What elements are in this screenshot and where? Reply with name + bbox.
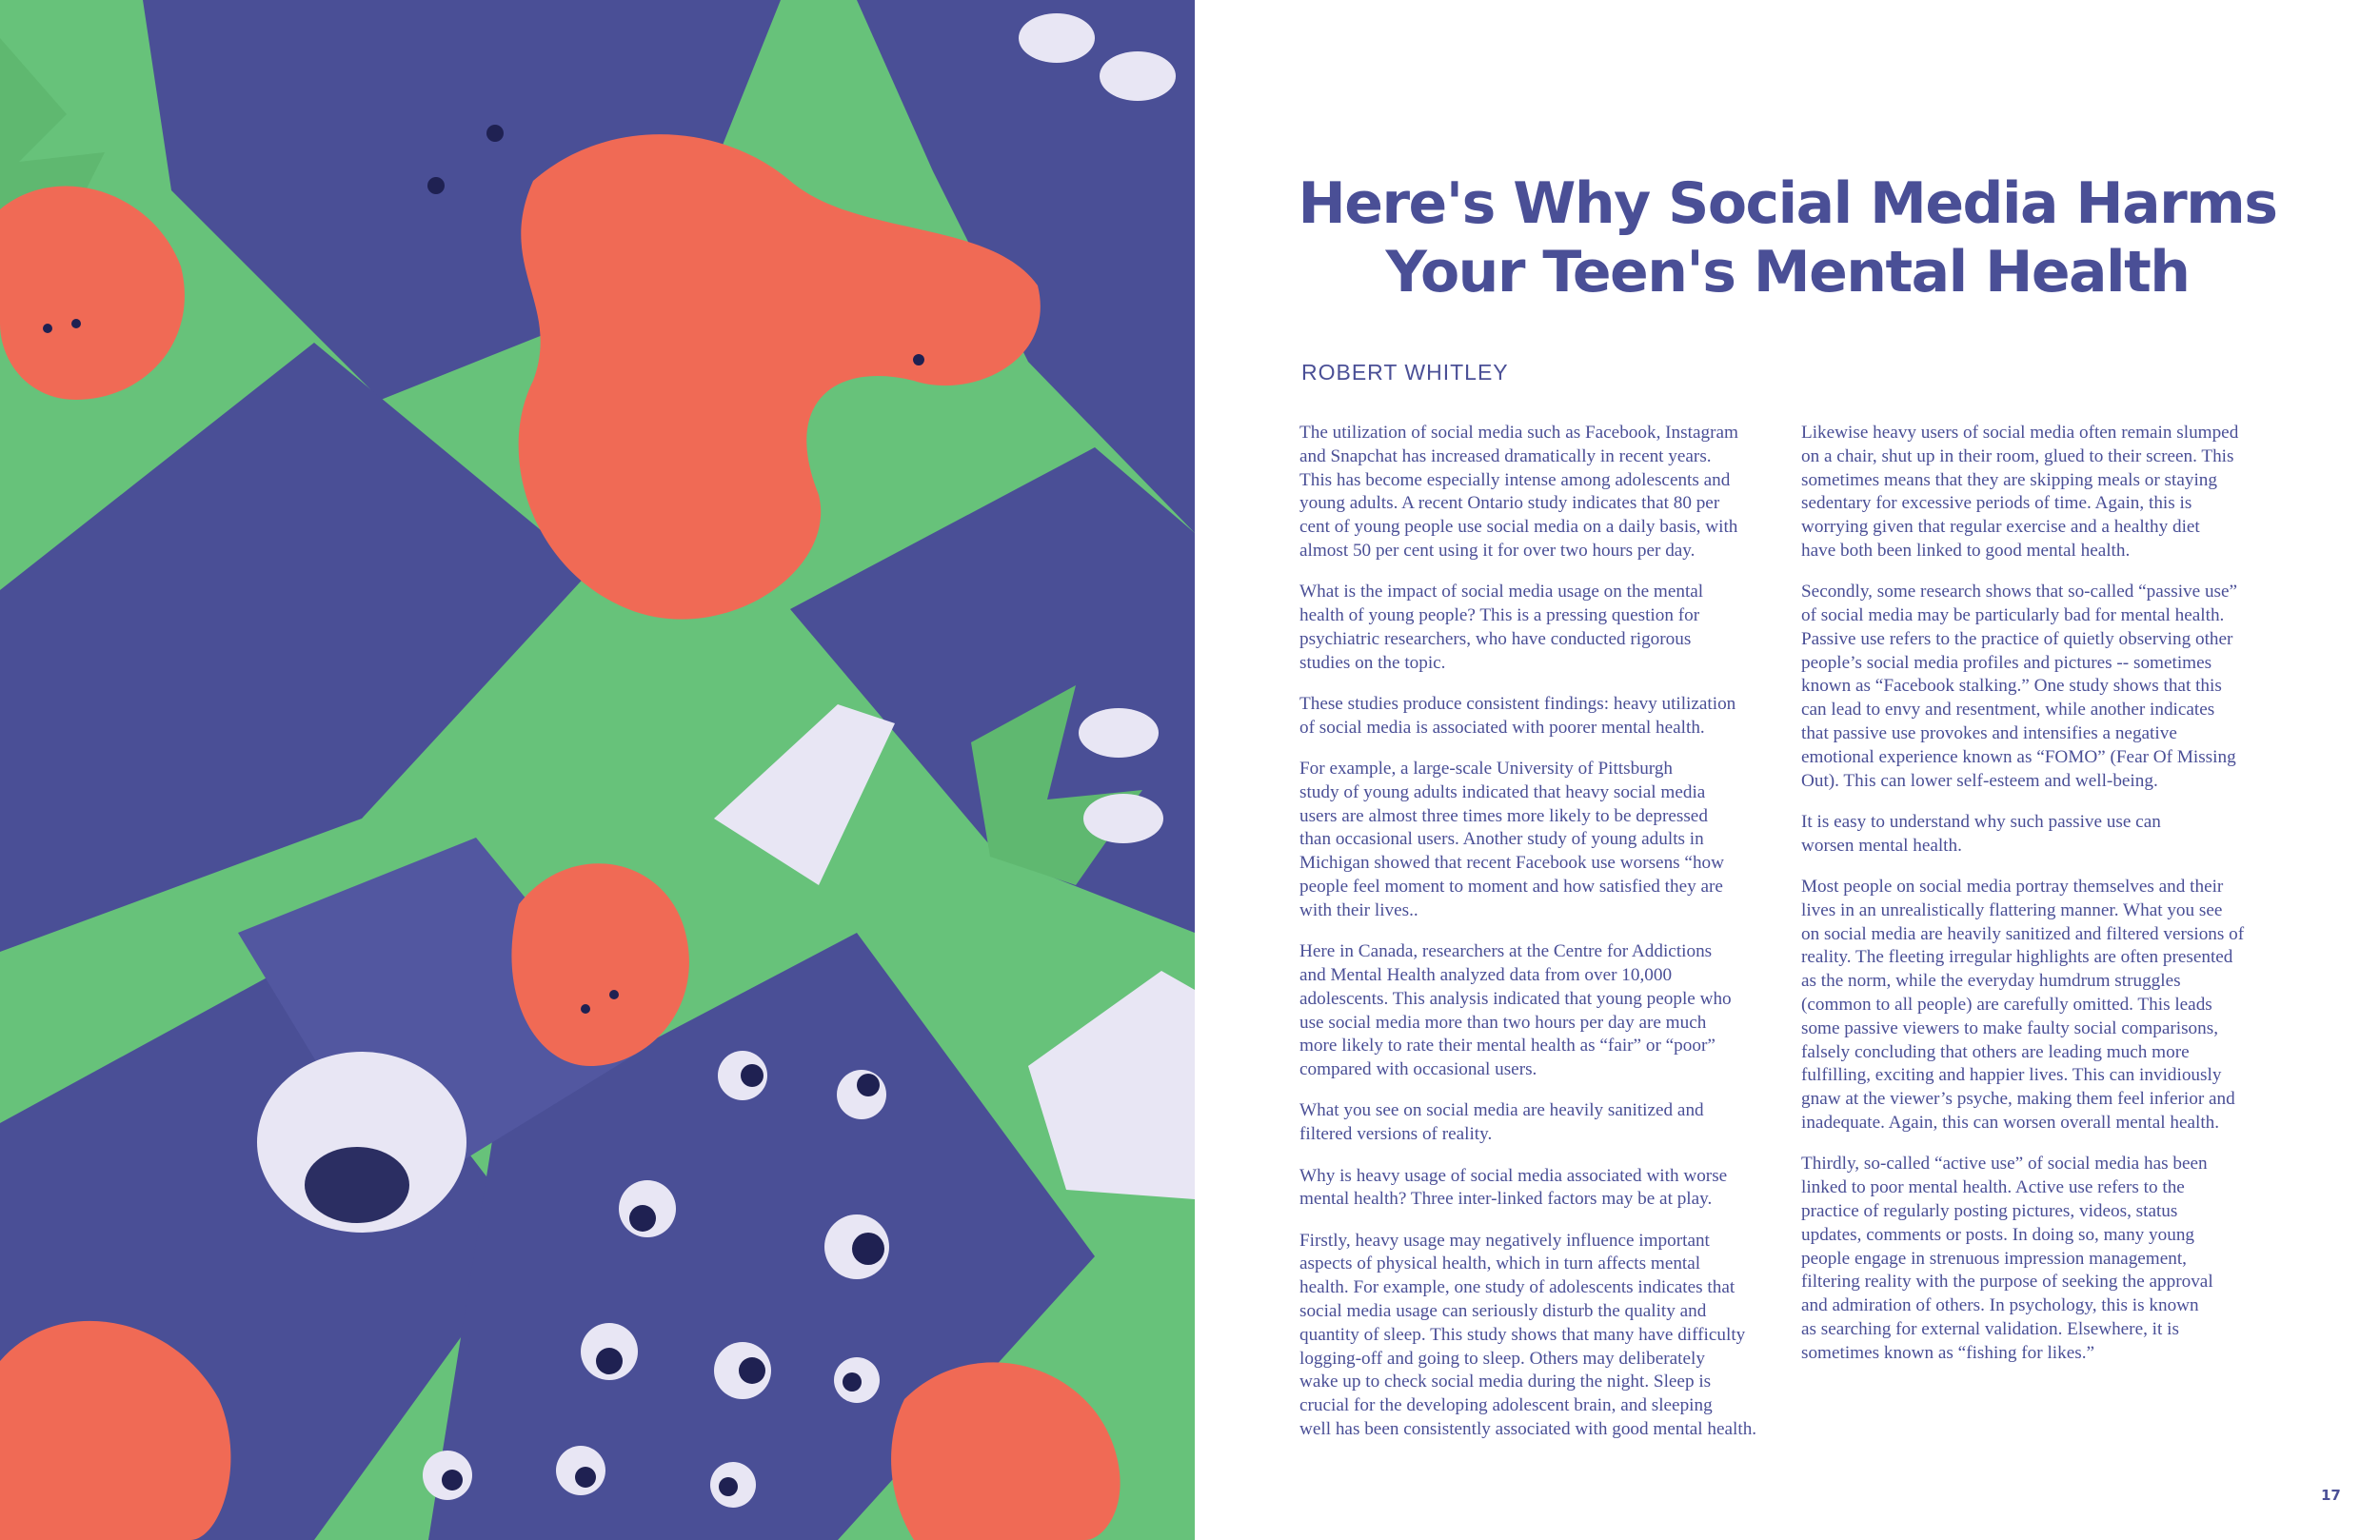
author-byline: ROBERT WHITLEY (1301, 360, 1509, 385)
paragraph: It is easy to understand why such passive use can worsen mental health. (1801, 811, 2161, 856)
eye-pupil (843, 1372, 862, 1392)
paragraph: Why is heavy usage of social media associated with worse mental health? Three inter-linked factors may be at play. (1299, 1165, 1728, 1210)
large-eye-pupil (305, 1147, 409, 1223)
paragraph: Secondly, some research shows that so-called “passive use” of social media may be particularly bad for mental health. Passive use refers to the practice of quietly observing other people’s social media profiles and pictures -- sometimes known as “Facebook stalking.” One study shows that this can lead to envy and resentment, while another indicates that passive use provokes and intensifies a negative emotional experience known as “FOMO” (Fear Of Missing Out). This can lower self-esteem and well-being. (1801, 582, 2238, 791)
monster-eye (486, 125, 504, 142)
paragraph: What is the impact of social media usage on the mental health of young people? This is a pressing question for psychiatric researchers, who have conducted rigorous studies on the topic. (1299, 582, 1704, 673)
eye (1079, 708, 1159, 758)
eye-pupil (442, 1470, 463, 1491)
monster-eye (913, 354, 924, 365)
eye (1100, 51, 1176, 101)
text-column-right (1801, 422, 2277, 1383)
eye (1083, 794, 1163, 843)
paragraph: For example, a large-scale University of Pittsburgh study of young adults indicated that heavy social media users are almost three times more likely to be depressed than occasional users. Another study of young adults in Michigan showed that recent Facebook use worsens “how people feel moment to moment and how satisfied they are with their lives.. (1299, 759, 1724, 920)
paragraph: Thirdly, so-called “active use” of social media has been linked to poor mental health. Active use refers to the practice of regularly posting pictures, videos, status updates, comments or posts. In doing so, many young people engage in strenuous impression management, filtering reality with the purpose of seeking the approval and admiration of others. In psychology, this is known as searching for external validation. Elsewhere, it is sometimes known as “fishing for likes.” (1801, 1154, 2213, 1363)
eye-pupil (739, 1357, 765, 1384)
eye-pupil (852, 1233, 884, 1265)
paragraph: The utilization of social media such as Facebook, Instagram and Snapchat has increased dramatically in recent years. This has become especially intense among adolescents and young adults. A recent Ontario study indicates that 80 per cent of young people use social media on a daily basis, with almost 50 per cent using it for over two hours per day. (1299, 423, 1738, 561)
paragraph: Likewise heavy users of social media often remain slumped on a chair, shut up in their room, glued to their screen. This sometimes means that they are skipping meals or staying sedentary for excessive periods of time. Again, this is worrying given that regular exercise and a healthy diet have both been linked to good mental health. (1801, 423, 2239, 561)
eye-pupil (719, 1477, 738, 1496)
page-number: 17 (2321, 1487, 2341, 1504)
paragraph: These studies produce consistent findings: heavy utilization of social media is associated with poorer mental health. (1299, 693, 1736, 738)
monster-eye (71, 319, 81, 328)
monster-eye (609, 990, 619, 999)
monster-eye (43, 324, 52, 333)
article-page (1195, 0, 2380, 1540)
paragraph: What you see on social media are heavily sanitized and filtered versions of reality. (1299, 1100, 1704, 1145)
title-line-2: Your Teen's Mental Health (1385, 239, 2190, 306)
paragraph: Here in Canada, researchers at the Centre for Addictions and Mental Health analyzed data from over 10,000 adolescents. This analysis indicated that young people who use social media more than two hours per day are much more likely to rate their mental health as “fair” or “poor” compared with occasional users. (1299, 941, 1732, 1080)
paragraph: Most people on social media portray themselves and their lives in an unrealistically flattering manner. What you see on social media are heavily sanitized and filtered versions of reality. The fleeting irregular highlights are often presented as the norm, while the everyday humdrum struggles (common to all people) are carefully omitted. This leads some passive viewers to make faulty social comparisons, falsely concluding that others are leading much more fulfilling, exciting and happier lives. This can invidiously gnaw at the viewer’s psyche, making them feel inferior and inadequate. Again, this can worsen overall mental health. (1801, 877, 2245, 1134)
monster-eye (581, 1004, 590, 1014)
eye-pupil (857, 1074, 880, 1096)
title-line-1: Here's Why Social Media Harms (1298, 170, 2277, 237)
article-title (1252, 169, 2323, 306)
eye (1019, 13, 1095, 63)
paragraph: Firstly, heavy usage may negatively influence important aspects of physical health, which in turn affects mental health. For example, one study of adolescents indicates that social media usage can seriously disturb the quality and quantity of sleep. This study shows that many have difficulty logging-off and going to sleep. Others may deliberately wake up to check social media during the night. Sleep is crucial for the developing adolescent brain, and sleeping well has been consistently associated with good mental health. (1299, 1230, 1757, 1439)
monster-eye (427, 177, 445, 194)
eye-pupil (741, 1064, 764, 1087)
eye-pupil (596, 1348, 623, 1374)
text-column-left (1299, 422, 1775, 1459)
eye-pupil (575, 1467, 596, 1488)
eye-pupil (629, 1205, 656, 1232)
